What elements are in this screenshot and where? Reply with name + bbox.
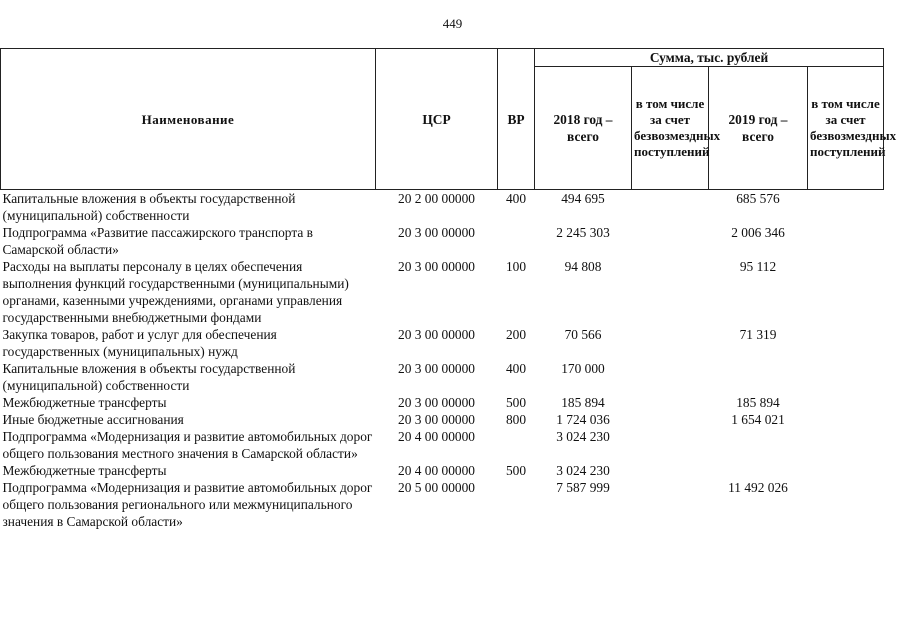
row-vr: 200 <box>505 327 527 342</box>
row-name: Подпрограмма «Развитие пассажирского транспорта в Самарской области» <box>2 225 313 257</box>
table-row <box>1 411 884 428</box>
row-csr: 20 3 00 00000 <box>398 225 475 240</box>
row-csr: 20 3 00 00000 <box>398 259 475 274</box>
header-2018-free: в том числе за счет безвозмездных поступлений <box>632 67 709 190</box>
row-name: Межбюджетные трансферты <box>2 463 167 478</box>
row-2018-total: 3 024 230 <box>556 429 610 444</box>
row-name: Расходы на выплаты персоналу в целях обеспечения выполнения функций государственными (муниципальными) органами, казенными учреждениями, органами управления государственными внебюджетными фондами <box>2 259 349 325</box>
row-vr: 500 <box>505 463 527 478</box>
row-2019-free <box>808 190 884 225</box>
table-header <box>1 49 897 190</box>
header-csr: ЦСР <box>376 49 498 190</box>
table-row <box>1 360 884 394</box>
table-row <box>1 479 884 530</box>
row-2018-free <box>632 258 709 326</box>
row-2018-free <box>632 394 709 411</box>
row-name: Капитальные вложения в объекты государственной (муниципальной) собственности <box>2 191 296 223</box>
row-2018-total: 185 894 <box>561 395 605 410</box>
table-row <box>1 258 884 326</box>
row-2019-free <box>808 258 884 326</box>
row-2018-total: 494 695 <box>561 191 605 206</box>
row-2019-free <box>808 428 884 462</box>
row-name: Подпрограмма «Модернизация и развитие автомобильных дорог общего пользования регионального или межмуниципального значения в Самарской области» <box>2 480 373 529</box>
row-2019-total: 185 894 <box>736 395 780 410</box>
row-vr: 400 <box>505 361 527 376</box>
row-2018-total: 7 587 999 <box>556 480 610 495</box>
table-row <box>1 326 884 360</box>
row-2019-free <box>808 394 884 411</box>
row-2019-free <box>808 411 884 428</box>
table-row <box>1 224 884 258</box>
row-vr <box>498 428 535 462</box>
row-2018-free <box>632 462 709 479</box>
row-csr: 20 3 00 00000 <box>398 412 475 427</box>
table-body <box>1 190 884 531</box>
row-2018-free <box>632 360 709 394</box>
row-2018-free <box>632 326 709 360</box>
row-2019-total: 1 654 021 <box>731 412 785 427</box>
row-2018-free <box>632 479 709 530</box>
row-vr: 800 <box>505 412 527 427</box>
row-2019-free <box>808 326 884 360</box>
row-2019-total: 11 492 026 <box>728 480 788 495</box>
row-2019-total: 685 576 <box>736 191 780 206</box>
row-2018-free <box>632 190 709 225</box>
row-2019-total <box>709 462 808 479</box>
row-2019-total: 2 006 346 <box>731 225 785 240</box>
row-2019-free <box>808 224 884 258</box>
row-2018-total: 2 245 303 <box>556 225 610 240</box>
header-2018-total: 2018 год – всего <box>535 67 632 190</box>
row-vr: 100 <box>505 259 527 274</box>
row-vr: 500 <box>505 395 527 410</box>
row-2019-total <box>709 360 808 394</box>
table-row <box>1 428 884 462</box>
row-2019-free <box>808 479 884 530</box>
row-2018-total: 1 724 036 <box>556 412 610 427</box>
row-2019-total <box>709 428 808 462</box>
row-2019-total: 71 319 <box>739 327 777 342</box>
row-2018-total: 3 024 230 <box>556 463 610 478</box>
row-csr: 20 4 00 00000 <box>398 429 475 444</box>
row-vr <box>498 224 535 258</box>
row-2018-free <box>632 411 709 428</box>
row-2019-total: 95 112 <box>739 259 777 274</box>
row-name: Капитальные вложения в объекты государственной (муниципальной) собственности <box>2 361 296 393</box>
row-2018-total: 70 566 <box>564 327 602 342</box>
row-name: Межбюджетные трансферты <box>2 395 167 410</box>
row-name: Закупка товаров, работ и услуг для обеспечения государственных (муниципальных) нужд <box>2 327 277 359</box>
header-2019-free: в том числе за счет безвозмездных поступлений <box>808 67 884 190</box>
budget-table <box>0 48 897 530</box>
row-2018-free <box>632 428 709 462</box>
row-csr: 20 2 00 00000 <box>398 191 475 206</box>
row-2019-free <box>808 360 884 394</box>
page-number: 449 <box>442 16 463 31</box>
table-row <box>1 394 884 411</box>
row-csr: 20 3 00 00000 <box>398 395 475 410</box>
row-vr: 400 <box>505 191 527 206</box>
header-sum: Сумма, тыс. рублей <box>535 49 884 67</box>
row-csr: 20 3 00 00000 <box>398 327 475 342</box>
row-2018-total: 94 808 <box>564 259 602 274</box>
row-2019-free <box>808 462 884 479</box>
row-name: Подпрограмма «Модернизация и развитие автомобильных дорог общего пользования местного значения в Самарской области» <box>2 429 373 461</box>
row-vr <box>498 479 535 530</box>
row-name: Иные бюджетные ассигнования <box>2 412 184 427</box>
row-csr: 20 4 00 00000 <box>398 463 475 478</box>
header-vr: ВР <box>498 49 535 190</box>
row-2018-free <box>632 224 709 258</box>
row-csr: 20 3 00 00000 <box>398 361 475 376</box>
table-row <box>1 462 884 479</box>
header-2019-total: 2019 год – всего <box>709 67 808 190</box>
row-2018-total: 170 000 <box>561 361 605 376</box>
table-row <box>1 190 884 225</box>
row-csr: 20 5 00 00000 <box>398 480 475 495</box>
header-name: Наименование <box>1 49 376 190</box>
